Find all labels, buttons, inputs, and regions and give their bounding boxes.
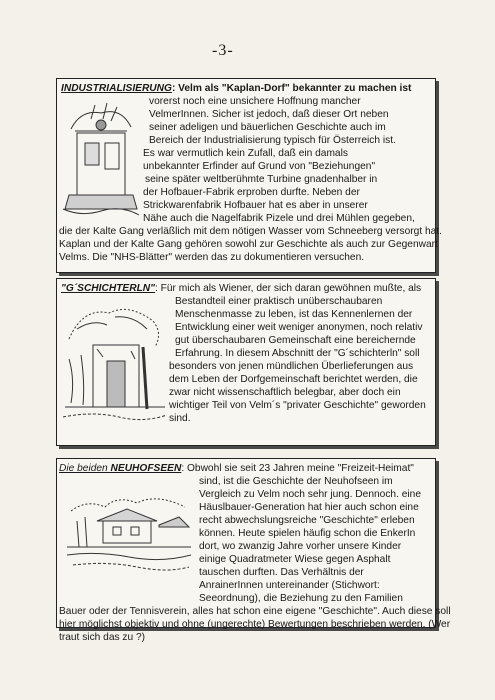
section2-line-2: Menschenmasse zu leben, ist das Kennenlernen der <box>175 309 413 320</box>
section1-line-12: Kaplan und der Kalte Gang gehören sowohl zur Geschichte als auch zur Gegenwart <box>59 239 438 250</box>
section-gschichterln <box>56 278 436 446</box>
section3-line-3: Häuslbauer-Generation hat hier auch schon eine <box>199 502 419 513</box>
section3-line-8: tauschen durften. Das Verhältnis der <box>199 567 364 578</box>
section3-line-10: Seeordnung), die Beziehung zu den Familien <box>199 593 403 604</box>
section3-line-5: können. Heute spielen häufig schon die EnkerIn <box>199 528 416 539</box>
section1-line-8: der Hofbauer-Fabrik erproben durfte. Neben der <box>143 187 360 198</box>
section1-line-0: : Velm als "Kaplan-Dorf" bekannter zu machen ist <box>171 83 412 94</box>
section2-line-1: Bestandteil einer praktisch unüberschaubaren <box>175 296 383 307</box>
section2-line-3: Entwicklung einer weit weniger anonymen, noch relativ <box>175 322 423 333</box>
section3-heading-prefix: Die beiden <box>59 463 111 474</box>
section1-line-7: seine später weltberühmte Turbine gnadenhalber in <box>145 174 378 185</box>
section1-line-9: Strickwarenfabrik Hofbauer hat es aber in unserer <box>143 200 368 211</box>
section1-line-2: VelmerInnen. Sicher ist jedoch, daß dieser Ort neben <box>149 109 389 120</box>
section3-line-4: recht abwechslungsreiche "Geschichte" erleben <box>199 515 415 526</box>
section2-line-10: sind. <box>169 413 191 424</box>
section1-line-10: Nähe auch die Nagelfabrik Pizele und drei Mühlen gegeben, <box>143 213 415 224</box>
old-house-tree-illustration <box>63 299 167 429</box>
section1-heading: INDUSTRIALISIERUNG <box>61 83 172 94</box>
section1-line-6: unbekannter Erfinder auf Grund von "Beziehungen" <box>143 161 376 172</box>
section2-line-6: besonders von jenen mündlichen Überlieferungen aus <box>169 361 414 372</box>
section2-first-line <box>61 283 421 296</box>
section3-line-9: AnrainerInnen untereinander (Stichwort: <box>199 580 380 591</box>
section2-line-0: : Für mich als Wiener, der sich daran gewöhnen mußte, als <box>155 283 422 294</box>
factory-turbine-illustration <box>61 99 141 221</box>
section1-first-line <box>61 83 411 96</box>
section2-line-5: Erfahrung. In diesem Abschnitt der "G´schichterln" soll <box>175 348 420 359</box>
section1-line-11: die der Kalte Gang verläßlich mit dem nötigen Wasser vom Schneeberg versorgt hat. <box>59 226 442 237</box>
section1-line-4: Bereich der Industrialisierung typisch für Österreich ist. <box>149 135 396 146</box>
section3-line-6: dort, wo zwanzig Jahre vorher unsere Kinder <box>199 541 402 552</box>
section3-line-2: Vergleich zu Velm noch sehr jung. Dennoch. eine <box>199 489 421 500</box>
section3-line-0: : Obwohl sie seit 23 Jahren meine "Freizeit-Heimat" <box>181 463 414 474</box>
section3-heading: NEUHOFSEEN <box>110 463 182 474</box>
section3-line-1: sind, ist die Geschichte der Neuhofseen im <box>199 476 393 487</box>
section1-line-5: Es war vermutlich kein Zufall, daß ein damals <box>143 148 348 159</box>
lake-houses-illustration <box>67 481 191 579</box>
section3-line-12: hier möglichst objektiv und ohne (ungerechte) Bewertungen beschrieben werden. (Wer <box>59 619 451 630</box>
section2-line-7: dem Leben der Dorfgemeinschaft berichtet werden, die <box>169 374 418 385</box>
section1-line-13: Velms. Die "NHS-Blätter" werden das zu dokumentieren versuchen. <box>59 252 365 263</box>
section1-line-1: vorerst noch eine unsichere Hoffnung mancher <box>149 96 361 107</box>
section3-line-11: Bauer oder der Tennisverein, alles hat schon eine eigene "Geschichte". Auch diese soll <box>59 606 451 617</box>
section-industrialisierung <box>56 78 442 273</box>
section2-heading: "G´SCHICHTERLN" <box>61 283 155 294</box>
section1-line-3: seiner adeligen und bäuerlichen Geschichte auch im <box>149 122 386 133</box>
section3-first-line <box>59 463 414 476</box>
section2-line-9: wichtiger Teil von Velm´s "privater Geschichte" geworden <box>169 400 426 411</box>
section3-line-7: einige Quadratmeter Wiese gegen Asphalt <box>199 554 391 565</box>
section3-line-13: traut sich das zu ?) <box>59 632 146 643</box>
section2-line-8: zwar nicht wissenschaftlich belegbar, aber doch ein <box>169 387 401 398</box>
section-neuhofseen <box>56 458 451 643</box>
page-number: -3- <box>212 42 234 59</box>
section2-line-4: gut überschaubaren Gemeinschaft eine bereichernde <box>175 335 416 346</box>
